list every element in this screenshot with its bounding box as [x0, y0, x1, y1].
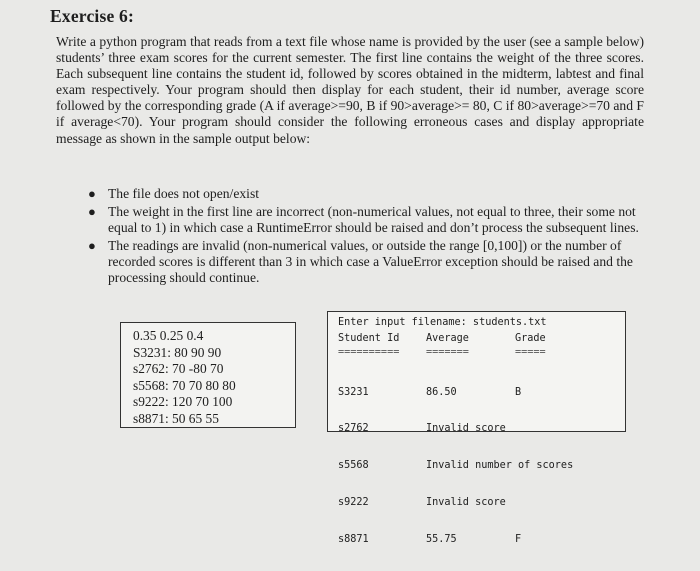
error-case-text: The readings are invalid (non-numerical values, or outside the range [0,100]) or the number of recorded scores is different than 3 in which case a ValueError exception should be raised and the processing should continue. [108, 238, 633, 286]
student-id-column [338, 362, 375, 571]
average-cell: 86.50 [426, 386, 457, 398]
separator-grade: ===== [515, 347, 546, 358]
separator-student-id: ========== [338, 347, 400, 358]
input-line: s9222: 120 70 100 [133, 394, 233, 410]
input-line: s2762: 70 -80 70 [133, 361, 224, 377]
error-case-text: The weight in the first line are incorrect (non-numerical values, not equal to three, their some not equal to 1) in which case a RuntimeError should be raised and don’t process the subsequent lines. [108, 204, 639, 236]
grade-cell [515, 497, 552, 509]
student-id-cell: S3231 [338, 386, 369, 398]
error-case-text: The file does not open/exist [108, 186, 260, 201]
problem-description: Write a python program that reads from a text file whose name is provided by the user (see a sample below) students’ three exam scores for the current semester. The first line contains the weight of the three scores. Each subsequent line contains the student id, followed by scores obtained in the midterm, labtest and final exam respectively. Your program should then display for each student, their id number, average score followed by the corresponding grade (A if average>=90, B if 90>average>= 80, C if 80>average>=70 and F if average<70). Your program should consider the following erroneous cases and display appropriate message as shown in the sample output below: [56, 34, 644, 146]
input-line: S3231: 80 90 90 [133, 344, 222, 360]
separator-average: ======= [426, 347, 469, 358]
grade-column [515, 362, 552, 571]
bullet-dot-icon: ● [88, 186, 96, 201]
bullet-dot-icon: ● [88, 204, 96, 220]
average-cell: Invalid score [426, 423, 506, 435]
student-id-cell: s8871 [338, 534, 369, 546]
sample-output-console [327, 311, 626, 546]
input-line: s5568: 70 70 80 80 [133, 377, 236, 393]
average-cell: 55.75 [426, 534, 457, 546]
error-case-item [84, 238, 644, 286]
filename-prompt: Enter input filename: students.txt [338, 317, 547, 328]
header-grade: Grade [515, 333, 546, 344]
grade-cell: F [515, 534, 522, 546]
average-cell: Invalid score [426, 497, 506, 509]
student-id-cell: s9222 [338, 497, 369, 509]
grade-cell: B [515, 386, 522, 398]
grade-cell [515, 423, 552, 435]
grade-cell [515, 460, 552, 472]
input-line: s8871: 50 65 55 [133, 410, 219, 426]
error-case-item [84, 186, 644, 202]
header-average: Average [426, 333, 469, 344]
exercise-title: Exercise 6: [50, 6, 135, 26]
input-line-weights: 0.35 0.25 0.4 [133, 328, 204, 343]
error-case-item [84, 204, 644, 236]
sample-input-file [120, 322, 296, 428]
student-id-cell: s2762 [338, 423, 369, 435]
header-student-id: Student Id [338, 333, 400, 344]
average-cell: Invalid number of scores [426, 460, 574, 472]
error-case-list [84, 186, 644, 289]
bullet-dot-icon: ● [88, 238, 96, 254]
student-id-cell: s5568 [338, 460, 369, 472]
